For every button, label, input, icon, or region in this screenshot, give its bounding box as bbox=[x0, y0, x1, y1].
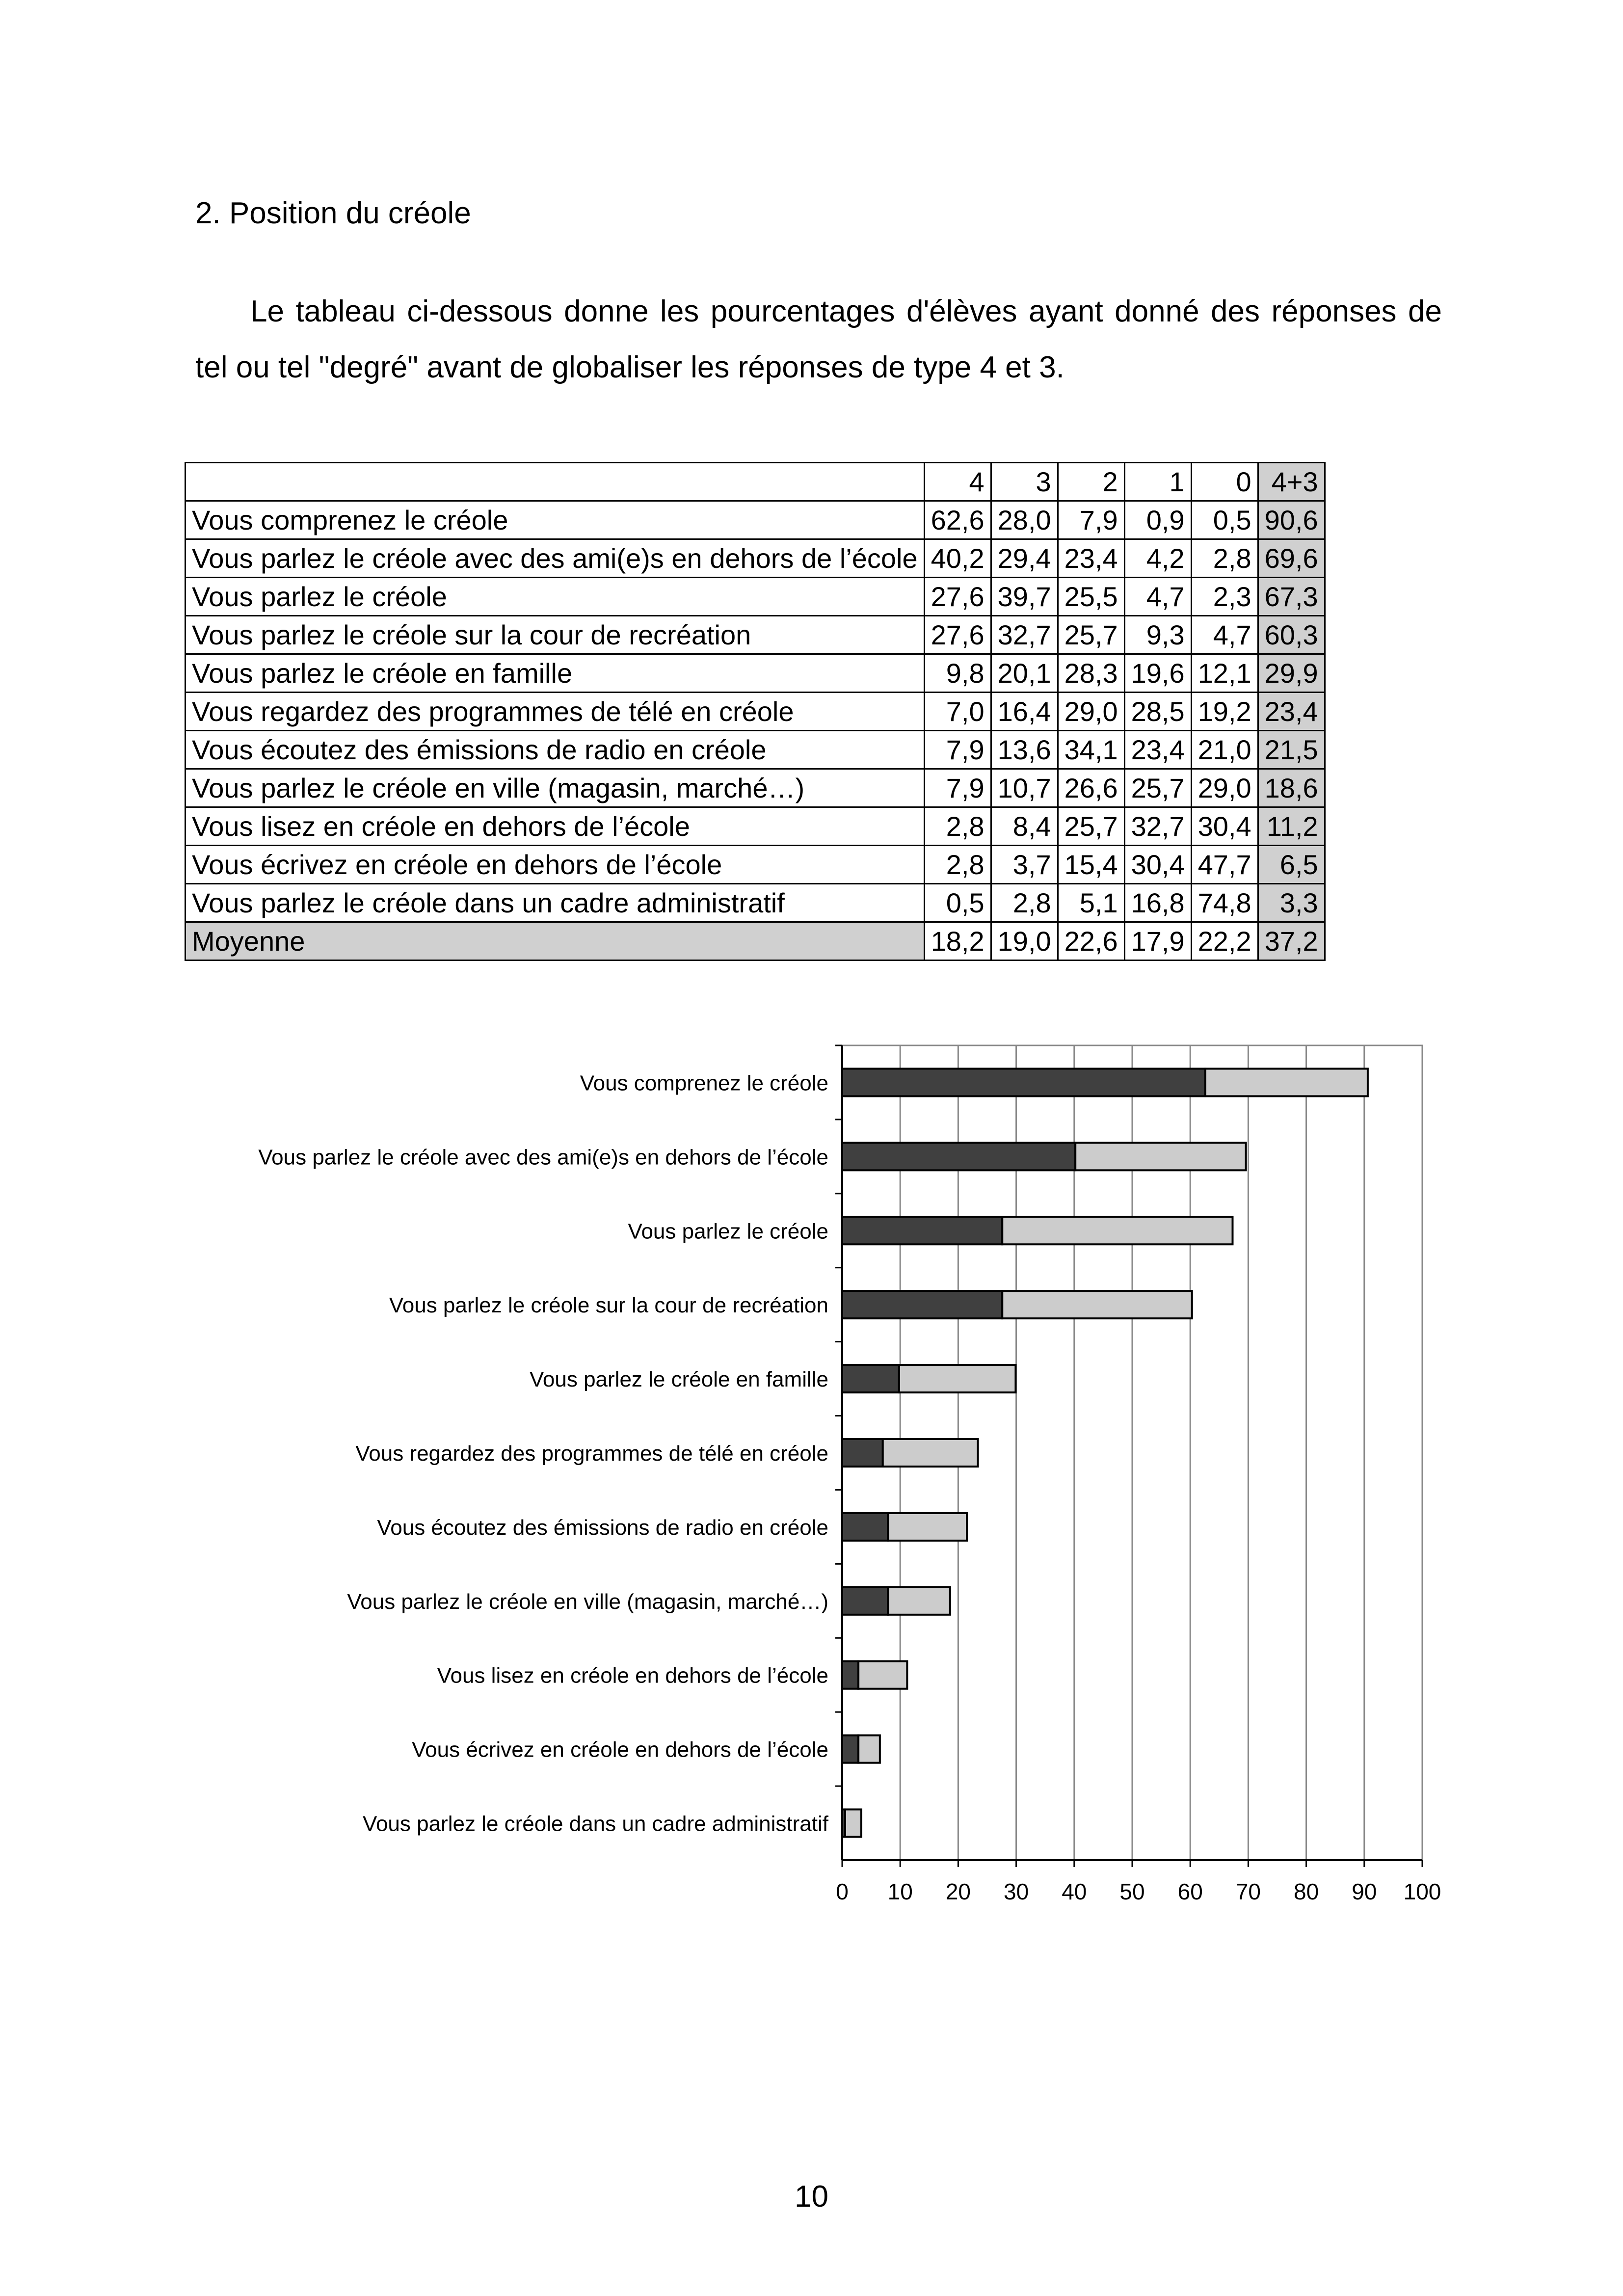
table-cell: 19,2 bbox=[1191, 693, 1258, 731]
table-cell: 25,7 bbox=[1124, 769, 1191, 807]
category-label: Vous parlez le créole en ville (magasin, marché…) bbox=[347, 1589, 828, 1614]
table-cell: 13,6 bbox=[991, 731, 1058, 769]
category-label: Vous comprenez le créole bbox=[580, 1071, 828, 1095]
table-cell: 34,1 bbox=[1058, 731, 1124, 769]
table-cell: 21,5 bbox=[1258, 731, 1325, 769]
table-cell: 7,9 bbox=[924, 769, 991, 807]
table-cell: 3,3 bbox=[1258, 884, 1325, 922]
intro-paragraph: Le tableau ci-dessous donne les pourcentages d'élèves ayant donné des réponses de tel ou tel "degré" avant de globaliser les réponses de type 4 et 3. bbox=[195, 294, 1442, 384]
table-cell: 18,6 bbox=[1258, 769, 1325, 807]
table-cell: 8,4 bbox=[991, 807, 1058, 846]
table-average-row bbox=[186, 922, 1325, 961]
table-cell: 25,7 bbox=[1058, 807, 1124, 846]
table-cell: 32,7 bbox=[1124, 807, 1191, 846]
header-cell: 1 bbox=[1124, 463, 1191, 501]
header-cell-empty bbox=[186, 463, 925, 501]
header-cell: 4+3 bbox=[1258, 463, 1325, 501]
table-cell: 28,5 bbox=[1124, 693, 1191, 731]
table-cell: 7,9 bbox=[924, 731, 991, 769]
table-cell: 69,6 bbox=[1258, 539, 1325, 578]
table-cell: 27,6 bbox=[924, 578, 991, 616]
bar-segment-series-3 bbox=[858, 1735, 880, 1763]
table-cell: 23,4 bbox=[1058, 539, 1124, 578]
bar-segment-series-3 bbox=[1075, 1143, 1246, 1170]
row-label: Vous parlez le créole en famille bbox=[186, 654, 925, 693]
table-cell: 28,0 bbox=[991, 501, 1058, 539]
average-cell: 37,2 bbox=[1258, 922, 1325, 961]
category-label: Vous parlez le créole dans un cadre administratif bbox=[363, 1812, 828, 1836]
category-label: Vous parlez le créole en famille bbox=[530, 1367, 828, 1392]
bar-segment-series-4 bbox=[842, 1513, 888, 1541]
table-cell: 12,1 bbox=[1191, 654, 1258, 693]
category-label: Vous regardez des programmes de télé en créole bbox=[355, 1442, 828, 1466]
average-cell: 17,9 bbox=[1124, 922, 1191, 961]
row-label: Vous lisez en créole en dehors de l’école bbox=[186, 807, 925, 846]
category-label: Vous écrivez en créole en dehors de l’école bbox=[412, 1737, 828, 1762]
table-cell: 29,9 bbox=[1258, 654, 1325, 693]
bar-segment-series-3 bbox=[845, 1810, 861, 1837]
section-heading: 2. Position du créole bbox=[195, 196, 471, 230]
bar-segment-series-3 bbox=[888, 1587, 950, 1615]
table-cell: 2,3 bbox=[1191, 578, 1258, 616]
table-cell: 25,5 bbox=[1058, 578, 1124, 616]
table-cell: 32,7 bbox=[991, 616, 1058, 654]
table-cell: 2,8 bbox=[1191, 539, 1258, 578]
table-cell: 10,7 bbox=[991, 769, 1058, 807]
table-cell: 27,6 bbox=[924, 616, 991, 654]
x-tick-label: 80 bbox=[1294, 1879, 1319, 1904]
row-label: Vous comprenez le créole bbox=[186, 501, 925, 539]
bar-segment-series-3 bbox=[1002, 1217, 1232, 1244]
table-cell: 16,4 bbox=[991, 693, 1058, 731]
table-cell: 19,6 bbox=[1124, 654, 1191, 693]
table-cell: 20,1 bbox=[991, 654, 1058, 693]
table-cell: 21,0 bbox=[1191, 731, 1258, 769]
table-row bbox=[186, 731, 1325, 769]
row-label: Vous écoutez des émissions de radio en créole bbox=[186, 731, 925, 769]
x-tick-label: 40 bbox=[1062, 1879, 1087, 1904]
stacked-bar-chart bbox=[0, 1031, 1623, 1939]
table-cell: 28,3 bbox=[1058, 654, 1124, 693]
table-cell: 0,5 bbox=[1191, 501, 1258, 539]
table-cell: 90,6 bbox=[1258, 501, 1325, 539]
table-row bbox=[186, 654, 1325, 693]
x-tick-label: 50 bbox=[1119, 1879, 1145, 1904]
header-cell: 3 bbox=[991, 463, 1058, 501]
x-tick-label: 20 bbox=[945, 1879, 971, 1904]
x-tick-label: 60 bbox=[1177, 1879, 1203, 1904]
table-cell: 23,4 bbox=[1258, 693, 1325, 731]
table-cell: 0,5 bbox=[924, 884, 991, 922]
table-cell: 26,6 bbox=[1058, 769, 1124, 807]
header-cell: 0 bbox=[1191, 463, 1258, 501]
average-cell: 19,0 bbox=[991, 922, 1058, 961]
bar-segment-series-4 bbox=[842, 1439, 883, 1467]
table-cell: 30,4 bbox=[1191, 807, 1258, 846]
table-cell: 60,3 bbox=[1258, 616, 1325, 654]
table-cell: 2,8 bbox=[924, 807, 991, 846]
average-label: Moyenne bbox=[186, 922, 925, 961]
table-row bbox=[186, 769, 1325, 807]
table-cell: 40,2 bbox=[924, 539, 991, 578]
bar-segment-series-4 bbox=[842, 1587, 888, 1615]
average-cell: 22,2 bbox=[1191, 922, 1258, 961]
x-tick-label: 70 bbox=[1235, 1879, 1261, 1904]
category-label: Vous parlez le créole bbox=[628, 1219, 828, 1244]
table-cell: 7,0 bbox=[924, 693, 991, 731]
bar-segment-series-4 bbox=[842, 1068, 1205, 1096]
table-cell: 29,0 bbox=[1058, 693, 1124, 731]
bar-segment-series-3 bbox=[858, 1661, 907, 1689]
table-cell: 25,7 bbox=[1058, 616, 1124, 654]
table-cell: 39,7 bbox=[991, 578, 1058, 616]
table-cell: 6,5 bbox=[1258, 846, 1325, 884]
table-row bbox=[186, 693, 1325, 731]
bar-segment-series-4 bbox=[842, 1143, 1075, 1170]
table-row bbox=[186, 807, 1325, 846]
table-cell: 9,8 bbox=[924, 654, 991, 693]
table-row bbox=[186, 539, 1325, 578]
category-label: Vous écoutez des émissions de radio en créole bbox=[377, 1515, 828, 1540]
table-cell: 74,8 bbox=[1191, 884, 1258, 922]
bar-segment-series-4 bbox=[842, 1291, 1002, 1318]
table-cell: 11,2 bbox=[1258, 807, 1325, 846]
bar-segment-series-4 bbox=[842, 1365, 899, 1392]
table-cell: 4,7 bbox=[1124, 578, 1191, 616]
row-label: Vous regardez des programmes de télé en créole bbox=[186, 693, 925, 731]
category-label: Vous lisez en créole en dehors de l’école bbox=[437, 1663, 828, 1688]
row-label: Vous parlez le créole avec des ami(e)s en dehors de l’école bbox=[186, 539, 925, 578]
data-table bbox=[185, 462, 1326, 961]
row-label: Vous parlez le créole en ville (magasin, marché…) bbox=[186, 769, 925, 807]
table-cell: 23,4 bbox=[1124, 731, 1191, 769]
table-row bbox=[186, 884, 1325, 922]
row-label: Vous parlez le créole bbox=[186, 578, 925, 616]
table-cell: 5,1 bbox=[1058, 884, 1124, 922]
table-cell: 29,4 bbox=[991, 539, 1058, 578]
table-cell: 29,0 bbox=[1191, 769, 1258, 807]
table-cell: 3,7 bbox=[991, 846, 1058, 884]
bar-segment-series-3 bbox=[883, 1439, 978, 1467]
bar-segment-series-3 bbox=[1205, 1068, 1368, 1096]
category-label: Vous parlez le créole sur la cour de recréation bbox=[389, 1293, 828, 1318]
x-tick-label: 10 bbox=[887, 1879, 913, 1904]
row-label: Vous parlez le créole sur la cour de recréation bbox=[186, 616, 925, 654]
table-cell: 9,3 bbox=[1124, 616, 1191, 654]
table-cell: 67,3 bbox=[1258, 578, 1325, 616]
table-cell: 2,8 bbox=[991, 884, 1058, 922]
table-cell: 30,4 bbox=[1124, 846, 1191, 884]
average-cell: 18,2 bbox=[924, 922, 991, 961]
table-row bbox=[186, 501, 1325, 539]
bar-segment-series-4 bbox=[842, 1735, 858, 1763]
row-label: Vous écrivez en créole en dehors de l’école bbox=[186, 846, 925, 884]
bar-segment-series-3 bbox=[1002, 1291, 1192, 1318]
x-tick-label: 0 bbox=[836, 1879, 849, 1904]
table-row bbox=[186, 846, 1325, 884]
table-cell: 47,7 bbox=[1191, 846, 1258, 884]
category-label: Vous parlez le créole avec des ami(e)s en dehors de l’école bbox=[258, 1145, 828, 1170]
table-cell: 7,9 bbox=[1058, 501, 1124, 539]
table-cell: 0,9 bbox=[1124, 501, 1191, 539]
table-header-row bbox=[186, 463, 1325, 501]
table-cell: 15,4 bbox=[1058, 846, 1124, 884]
bar-segment-series-4 bbox=[842, 1661, 858, 1689]
table-cell: 4,7 bbox=[1191, 616, 1258, 654]
table-cell: 2,8 bbox=[924, 846, 991, 884]
table-row bbox=[186, 578, 1325, 616]
x-tick-label: 100 bbox=[1403, 1879, 1441, 1904]
average-cell: 22,6 bbox=[1058, 922, 1124, 961]
table-cell: 4,2 bbox=[1124, 539, 1191, 578]
table-cell: 16,8 bbox=[1124, 884, 1191, 922]
table-cell: 62,6 bbox=[924, 501, 991, 539]
x-tick-label: 90 bbox=[1352, 1879, 1377, 1904]
bar-segment-series-3 bbox=[899, 1365, 1016, 1392]
page-number: 10 bbox=[795, 2180, 828, 2214]
bar-segment-series-4 bbox=[842, 1217, 1002, 1244]
header-cell: 4 bbox=[924, 463, 991, 501]
header-cell: 2 bbox=[1058, 463, 1124, 501]
bar-segment-series-3 bbox=[888, 1513, 967, 1541]
row-label: Vous parlez le créole dans un cadre administratif bbox=[186, 884, 925, 922]
x-tick-label: 30 bbox=[1004, 1879, 1029, 1904]
table-row bbox=[186, 616, 1325, 654]
